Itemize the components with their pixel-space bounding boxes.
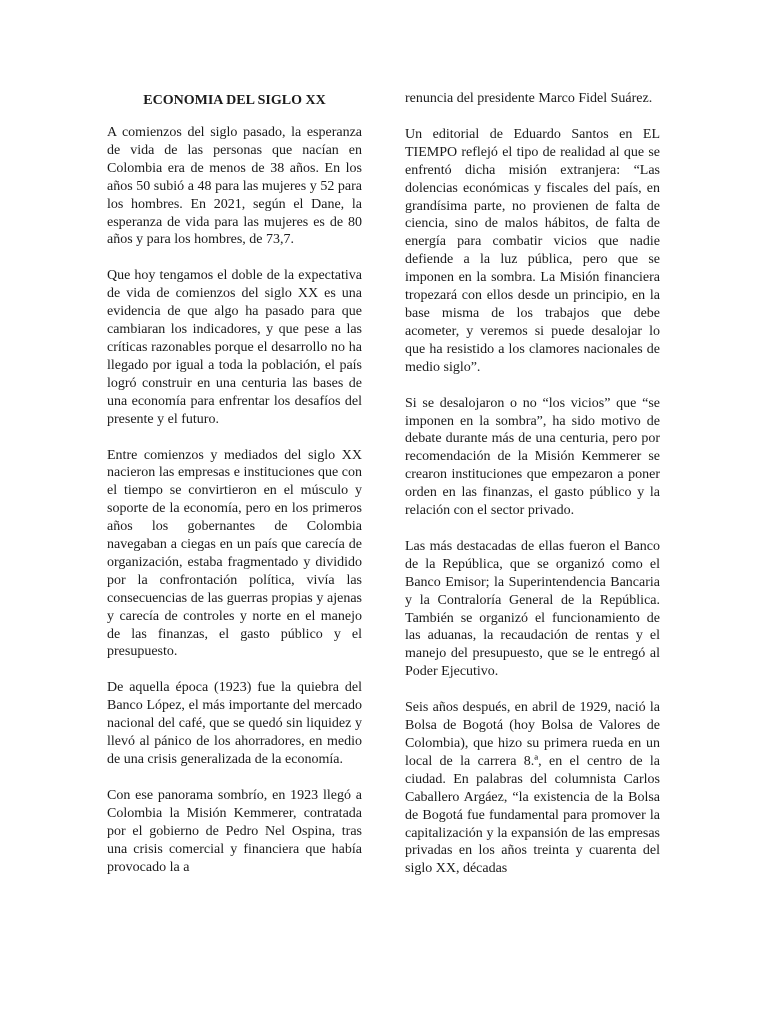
paragraph: Si se desalojaron o no “los vicios” que “se imponen en la sombra”, ha sido motivo de debate durante más de una centuria, pero por recomendación de la Misión Kemmerer se crearon instituciones que empezaron a poner orden en las finanzas, el gasto público y la relación con el sector privado. xyxy=(405,395,660,519)
paragraph: Las más destacadas de ellas fueron el Banco de la República, que se organizó como el Banco Emisor; la Superintendencia Bancaria y la Contraloría General de la República. También se organizó el funcionamiento de las aduanas, la recaudación de rentas y el manejo del presupuesto, que se le entregó al Poder Ejecutivo. xyxy=(405,538,660,680)
paragraph: Seis años después, en abril de 1929, nació la Bolsa de Bogotá (hoy Bolsa de Valores de Colombia), que hizo su primera rueda en un local de la carrera 8.ª, en el centro de la ciudad. En palabras del columnista Carlos Caballero Argáez, “la existencia de la Bolsa de Bogotá fue fundamental para promover la capitalización y la expansión de las empresas privadas en los años treinta y cuarenta del siglo XX, décadas xyxy=(405,700,660,877)
document-title: ECONOMIA DEL SIGLO XX xyxy=(143,93,326,108)
paragraph: Con ese panorama sombrío, en 1923 llegó a Colombia la Misión Kemmerer, contratada por el gobierno de Pedro Nel Ospina, tras una crisis comercial y financiera que había provocado la a xyxy=(107,787,362,875)
paragraph: Que hoy tengamos el doble de la expectativa de vida de comienzos del siglo XX es una evidencia de que algo ha pasado para que cambiaran los indicadores, y que pese a las críticas razonables porque el desarrollo no ha llegado por igual a toda la población, el país logró construir en una centuria las bases de una economía para enfrentar los desafíos del presente y el futuro. xyxy=(107,268,362,427)
right-column xyxy=(405,90,660,896)
left-column xyxy=(107,90,362,894)
paragraph: De aquella época (1923) fue la quiebra del Banco López, el más importante del mercado nacional del café, que se quedó sin liquidez y llevó al pánico de los ahorradores, en medio de una crisis generalizada de la economía. xyxy=(107,680,362,767)
paragraph: Entre comienzos y mediados del siglo XX nacieron las empresas e instituciones que con el tiempo se convirtieron en el músculo y soporte de la economía, pero en los primeros años los gobernantes de Colombia navegaban a ciegas en un país que carecía de organización, estaba fragmentado y dividido por la confrontación política, vivía las consecuencias de las guerras propias y ajenas y carecía de controles y norte en el manejo de las finanzas, el gasto público y el presupuesto. xyxy=(107,447,362,660)
paragraph: renuncia del presidente Marco Fidel Suárez. xyxy=(405,91,653,106)
paragraph: Un editorial de Eduardo Santos en EL TIEMPO reflejó el tipo de realidad al que se enfrentó dicha misión extranjera: “Las dolencias económicas y fiscales del país, en grandísima parte, no provienen de falta de ciencia, sino de malos hábitos, de falta de energía para combatir vicios que nadie defiende a la luz pública, pero que se imponen en la sombra. La Misión financiera tropezará con ellos desde un principio, en la base misma de los trabajos que debe acometer, y veremos si puede desalojar lo que ha resistido a los clamores nacionales de medio siglo”. xyxy=(405,126,660,375)
paragraph: A comienzos del siglo pasado, la esperanza de vida de las personas que nacían en Colombia era de menos de 38 años. En los años 50 subió a 48 para las mujeres y 52 para los hombres. En 2021, según el Dane, la esperanza de vida para las mujeres es de 80 años y para los hombres, de 73,7. xyxy=(107,125,362,248)
